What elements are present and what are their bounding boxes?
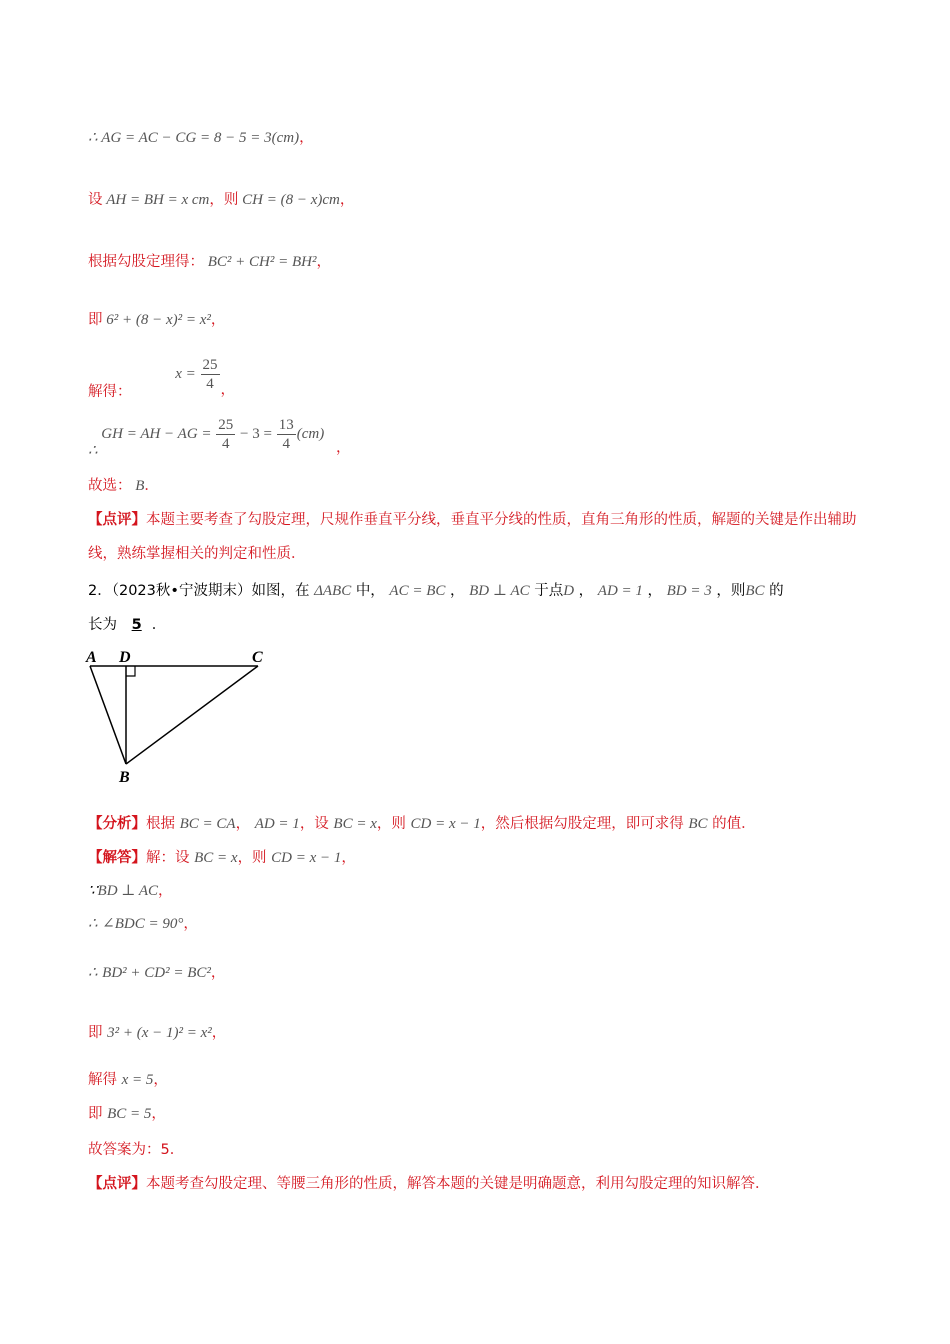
question-source: （2023秋•宁波期末） xyxy=(111,583,252,599)
question-number: 2． xyxy=(88,583,112,599)
right-angle-mark xyxy=(126,666,135,676)
comment-text: 本题考查勾股定理、等腰三角形的性质，解答本题的关键是明确题意，利用勾股定理的知识解答． xyxy=(146,1176,770,1192)
step-solve: 解得： x = $\frac{25}{4}$ ， xyxy=(88,357,236,400)
label-b: B xyxy=(119,769,130,786)
segment-ab xyxy=(90,666,126,764)
comment-block-1 xyxy=(88,503,868,571)
step-choice: 故选： B． xyxy=(88,478,159,494)
step-set-x: 设 AH = BH = x cm，则 CH = (8 − x)cm， xyxy=(88,192,355,208)
expression: 6² + (8 − x)² = x² xyxy=(106,312,211,328)
expression: BC² + CH² = BH² xyxy=(207,254,317,270)
solution-line-5: 即 3² + (x − 1)² = x²， xyxy=(88,1025,227,1041)
step-equation: 即 6² + (8 − x)² = x²， xyxy=(88,312,226,328)
step-gh: ∴ GH = AH − AG = $\frac{25}{4}$ − 3 = $\frac{13}{4}$ (cm) ， xyxy=(88,417,351,459)
fraction: $\frac{25}{4}$ xyxy=(218,417,234,452)
solution-line-2: ∵BD ⊥ AC， xyxy=(88,883,173,899)
comment-tag: 【点评】 xyxy=(88,1176,146,1192)
solution-line-4: ∴ BD² + CD² = BC²， xyxy=(88,965,226,981)
solution-tag: 【解答】 xyxy=(88,850,146,866)
solution-line-7: 即 BC = 5， xyxy=(88,1106,166,1122)
comment-block-2 xyxy=(88,1174,770,1194)
segment-bc xyxy=(126,666,258,764)
analysis-tag: 【分析】 xyxy=(88,816,146,832)
solution-line-3: ∴ ∠BDC = 90°， xyxy=(88,916,198,932)
expression: CH = (8 − x)cm xyxy=(242,192,340,208)
triangle-figure xyxy=(82,644,282,786)
therefore-symbol: ∴ xyxy=(88,130,98,146)
solution-line-1: 【解答】解：设 BC = x，则 CD = x − 1， xyxy=(88,850,356,866)
fraction: $\frac{13}{4}$ xyxy=(278,417,294,452)
comment-text: 本题主要考查了勾股定理，尺规作垂直平分线，垂直平分线的性质，直角三角形的性质，解题的关键是作出辅助线，熟练掌握相关的判定和性质． xyxy=(88,512,857,562)
question-2: 2．（2023秋•宁波期末）如图，在 ΔABC 中， AC = BC ， BD ⊥ AC 于点D ， AD = 1 ， BD = 3 ，则BC 的 长为 5 ． xyxy=(88,583,784,633)
analysis-block: 【分析】根据 BC = CA， AD = 1，设 BC = x，则 CD = x − 1，然后根据勾股定理，即可求得 BC 的值． xyxy=(88,816,756,832)
answer-blank: 5 xyxy=(131,617,142,633)
solution-line-8: 故答案为：5． xyxy=(88,1142,185,1158)
label-c: C xyxy=(252,649,263,666)
step-pythagoras: 根据勾股定理得： BC² + CH² = BH²， xyxy=(88,254,331,270)
fraction: $\frac{25}{4}$ xyxy=(202,357,218,392)
comment-tag: 【点评】 xyxy=(88,512,146,528)
expression: AH = BH = x cm xyxy=(106,192,210,208)
expression: AG = AC − CG = 8 − 5 = 3(cm) xyxy=(101,130,300,146)
solution-line-6: 解得 x = 5， xyxy=(88,1072,168,1088)
label-d: D xyxy=(119,649,131,666)
step-ag: ∴ AG = AC − CG = 8 − 5 = 3(cm)， xyxy=(88,130,314,146)
label-a: A xyxy=(86,649,97,666)
